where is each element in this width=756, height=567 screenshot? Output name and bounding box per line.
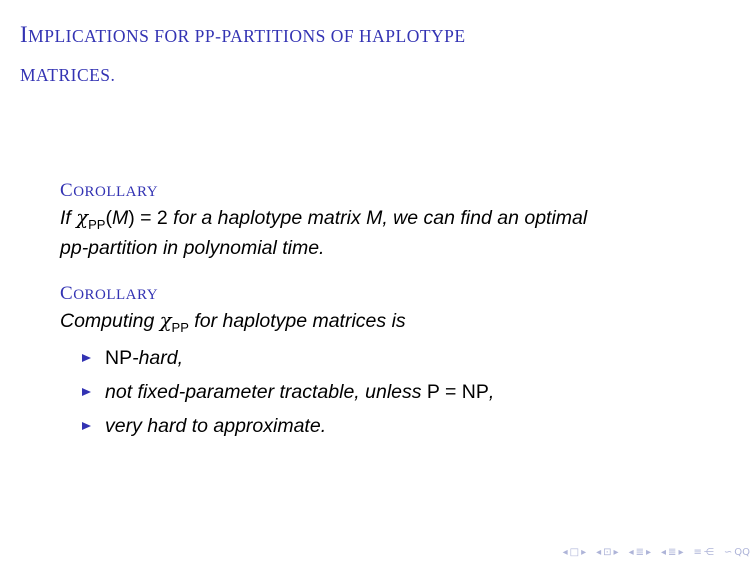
triangle-bullet-icon <box>82 354 91 362</box>
triangle-bullet-icon <box>82 422 91 430</box>
body-line2: pp-partition in polynomial time. <box>60 237 325 259</box>
var-m: M <box>111 207 129 229</box>
text-if: If <box>60 207 77 229</box>
chi-symbol: χ <box>159 309 172 332</box>
title-line2: MATRICES. <box>20 65 116 85</box>
equals-two: = 2 <box>134 207 168 229</box>
corollary-title-2 <box>60 283 740 306</box>
chi-symbol: χ <box>76 206 89 229</box>
nav-zoom-icon[interactable]: QQ <box>734 547 750 558</box>
corollary-title-rest: OROLLARY <box>73 184 159 200</box>
bullet-italic-post: , <box>488 381 495 403</box>
nav-prev-sub-icon[interactable]: ◂ <box>596 547 602 558</box>
nav-next-subsec-icon[interactable]: ▸ <box>678 547 684 558</box>
list-item <box>60 341 740 375</box>
bullet-italic: -hard, <box>132 347 184 369</box>
beamer-navigation-bar <box>563 546 750 560</box>
corollary-body-2 <box>60 306 740 337</box>
body-line1-rest: for a haplotype matrix M, we can find an optimal <box>167 207 588 229</box>
corollary-title-1 <box>60 180 740 203</box>
frame-title <box>20 16 720 94</box>
corollary-body-1 <box>60 203 740 263</box>
nav-next-sec-icon[interactable]: ▸ <box>645 547 652 558</box>
nav-align-icon[interactable]: ≡ <box>693 547 702 558</box>
triangle-bullet-icon <box>82 388 91 396</box>
bullet-upright: P = NP <box>426 381 489 403</box>
corollary-block-1 <box>60 180 740 263</box>
corollary-title-rest: OROLLARY <box>73 287 159 303</box>
nav-first-icon[interactable]: ◂ <box>562 547 568 558</box>
bullet-upright: NP <box>105 347 133 369</box>
nav-next-sub-icon[interactable]: ▸ <box>613 547 619 558</box>
bullet-list <box>60 341 740 443</box>
title-capital: I <box>20 22 29 47</box>
list-item <box>60 409 740 443</box>
paren-open: ( <box>105 207 112 229</box>
bullet-italic: very hard to approximate. <box>105 415 327 437</box>
nav-next-icon[interactable]: ▸ <box>581 547 587 558</box>
paren-close: ) <box>128 207 135 229</box>
corollary-title-capital: C <box>60 180 74 201</box>
nav-section-icon[interactable]: ≣ <box>635 547 644 558</box>
nav-subsection-icon[interactable]: ⊡ <box>603 547 612 558</box>
nav-prev-sec-icon[interactable]: ◂ <box>628 547 634 558</box>
chi-subscript: PP <box>171 320 189 335</box>
corollary-block-2 <box>60 283 740 443</box>
bullet-italic-pre: not fixed-parameter tractable, unless <box>105 381 427 403</box>
nav-appendix-icon[interactable]: ⋲ <box>703 547 714 558</box>
intro-pre: Computing <box>60 310 160 332</box>
corollary-title-capital: C <box>60 283 74 304</box>
chi-subscript: PP <box>88 217 106 232</box>
nav-prev-subsec-icon[interactable]: ◂ <box>661 547 667 558</box>
title-line1: MPLICATIONS FOR PP-PARTITIONS OF HAPLOTYPE <box>28 26 466 46</box>
intro-post: for haplotype matrices is <box>188 310 406 332</box>
nav-subsec-icon[interactable]: ≣ <box>668 547 677 558</box>
nav-frame-icon[interactable]: □ <box>569 547 580 558</box>
nav-search-icon[interactable]: ∽ <box>723 547 733 558</box>
list-item <box>60 375 740 409</box>
